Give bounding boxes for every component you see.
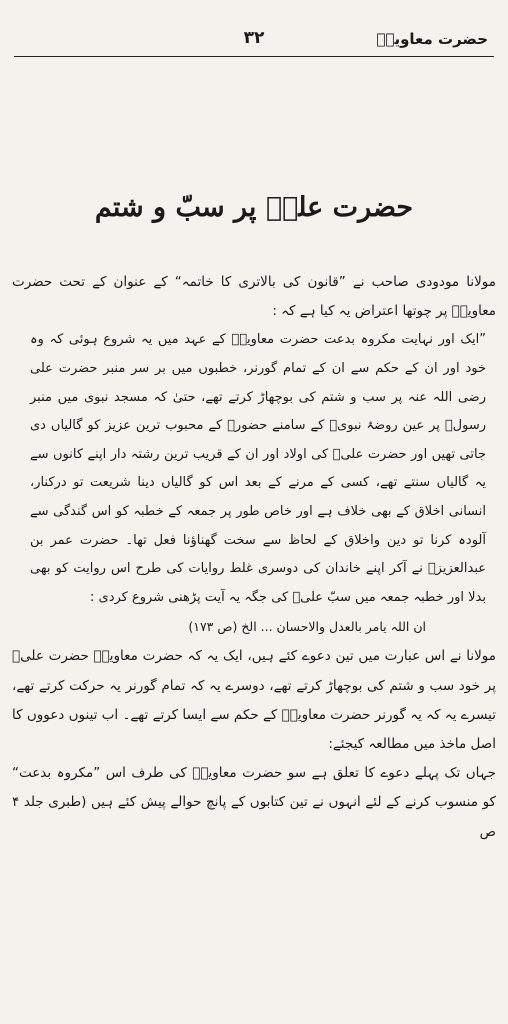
running-title: حضرت معاویہؓ <box>376 30 488 48</box>
closing-paragraph: جہاں تک پہلے دعوے کا تعلق ہے سو حضرت معاویہؓ کی طرف اس ”مکروہ بدعت“ کو منسوب کرنے کے لئے انہوں نے تین کتابوں کے پانچ حوالے پیش کئے ہیں (طبری جلد ۴ ص <box>12 765 496 840</box>
page-header <box>14 26 494 57</box>
body-text <box>12 268 496 847</box>
chapter-title: حضرت علیؓ پر سبّ و شتم <box>94 192 414 223</box>
analysis-paragraph: مولانا نے اس عبارت میں تین دعوے کئے ہیں، ایک یہ کہ حضرت معاویہؓ حضرت علیؓ پر خود سب و شتم کی بوچھاڑ کرتے تھے، دوسرے یہ کہ تمام گورنر یہ حرکت کرتے تھے، تیسرے یہ کہ یہ گورنر حضرت معاویہؓ کے حکم سے ایسا کرتے تھے۔ اب تینوں دعووں کا اصل ماخذ میں مطالعہ کیجئے: <box>12 648 496 752</box>
page-number: ۳۲ <box>243 28 265 48</box>
quranic-verse: ان اللہ یامر بالعدل والاحسان ... الخ (ص ۱۷۳) <box>188 619 426 635</box>
block-quote: ”ایک اور نہایت مکروہ بدعت حضرت معاویہؓ کے عہد میں یہ شروع ہوئی کہ وہ خود اور ان کے حکم سے ان کے تمام گورنر، خطبوں میں بر سر منبر حضرت علی رضی اللہ عنہ پر سب و شتم کی بوچھاڑ کرتے تھے، حتیٰ کہ مسجد نبوی میں منبر رسولؐ پر عین روضۂ نبویؐ کے سامنے حضورؐ کے محبوب ترین عزیز کو گالیاں دی جاتی تھیں اور حضرت علیؓ کی اولاد اور ان کے قریب ترین رشتہ دار اپنے کانوں سے یہ گالیاں سنتے تھے، کسی کے مرنے کے بعد اس کو گالیاں دینا شریعت تو درکنار، انسانی اخلاق کے بھی خلاف ہے اور خاص طور پر جمعہ کے خطبہ کو اس گندگی سے آلودہ کرنا تو دین واخلاق کے لحاظ سے سخت گھناؤنا فعل تھا۔ حضرت عمر بن عبدالعزیزؒ نے آکر اپنے خاندان کی دوسری غلط روایات کی طرح اس روایت کو بھی بدلا اور خطبہ جمعہ میں سبّ علیؓ کی جگہ یہ آیت پڑھنی شروع کردی : <box>30 332 486 605</box>
intro-paragraph: مولانا مودودی صاحب نے ”قانون کی بالاتری کا خاتمہ“ کے عنوان کے تحت حضرت معاویہؓ پر چوتھا اعتراض یہ کیا ہے کہ : <box>12 274 496 320</box>
